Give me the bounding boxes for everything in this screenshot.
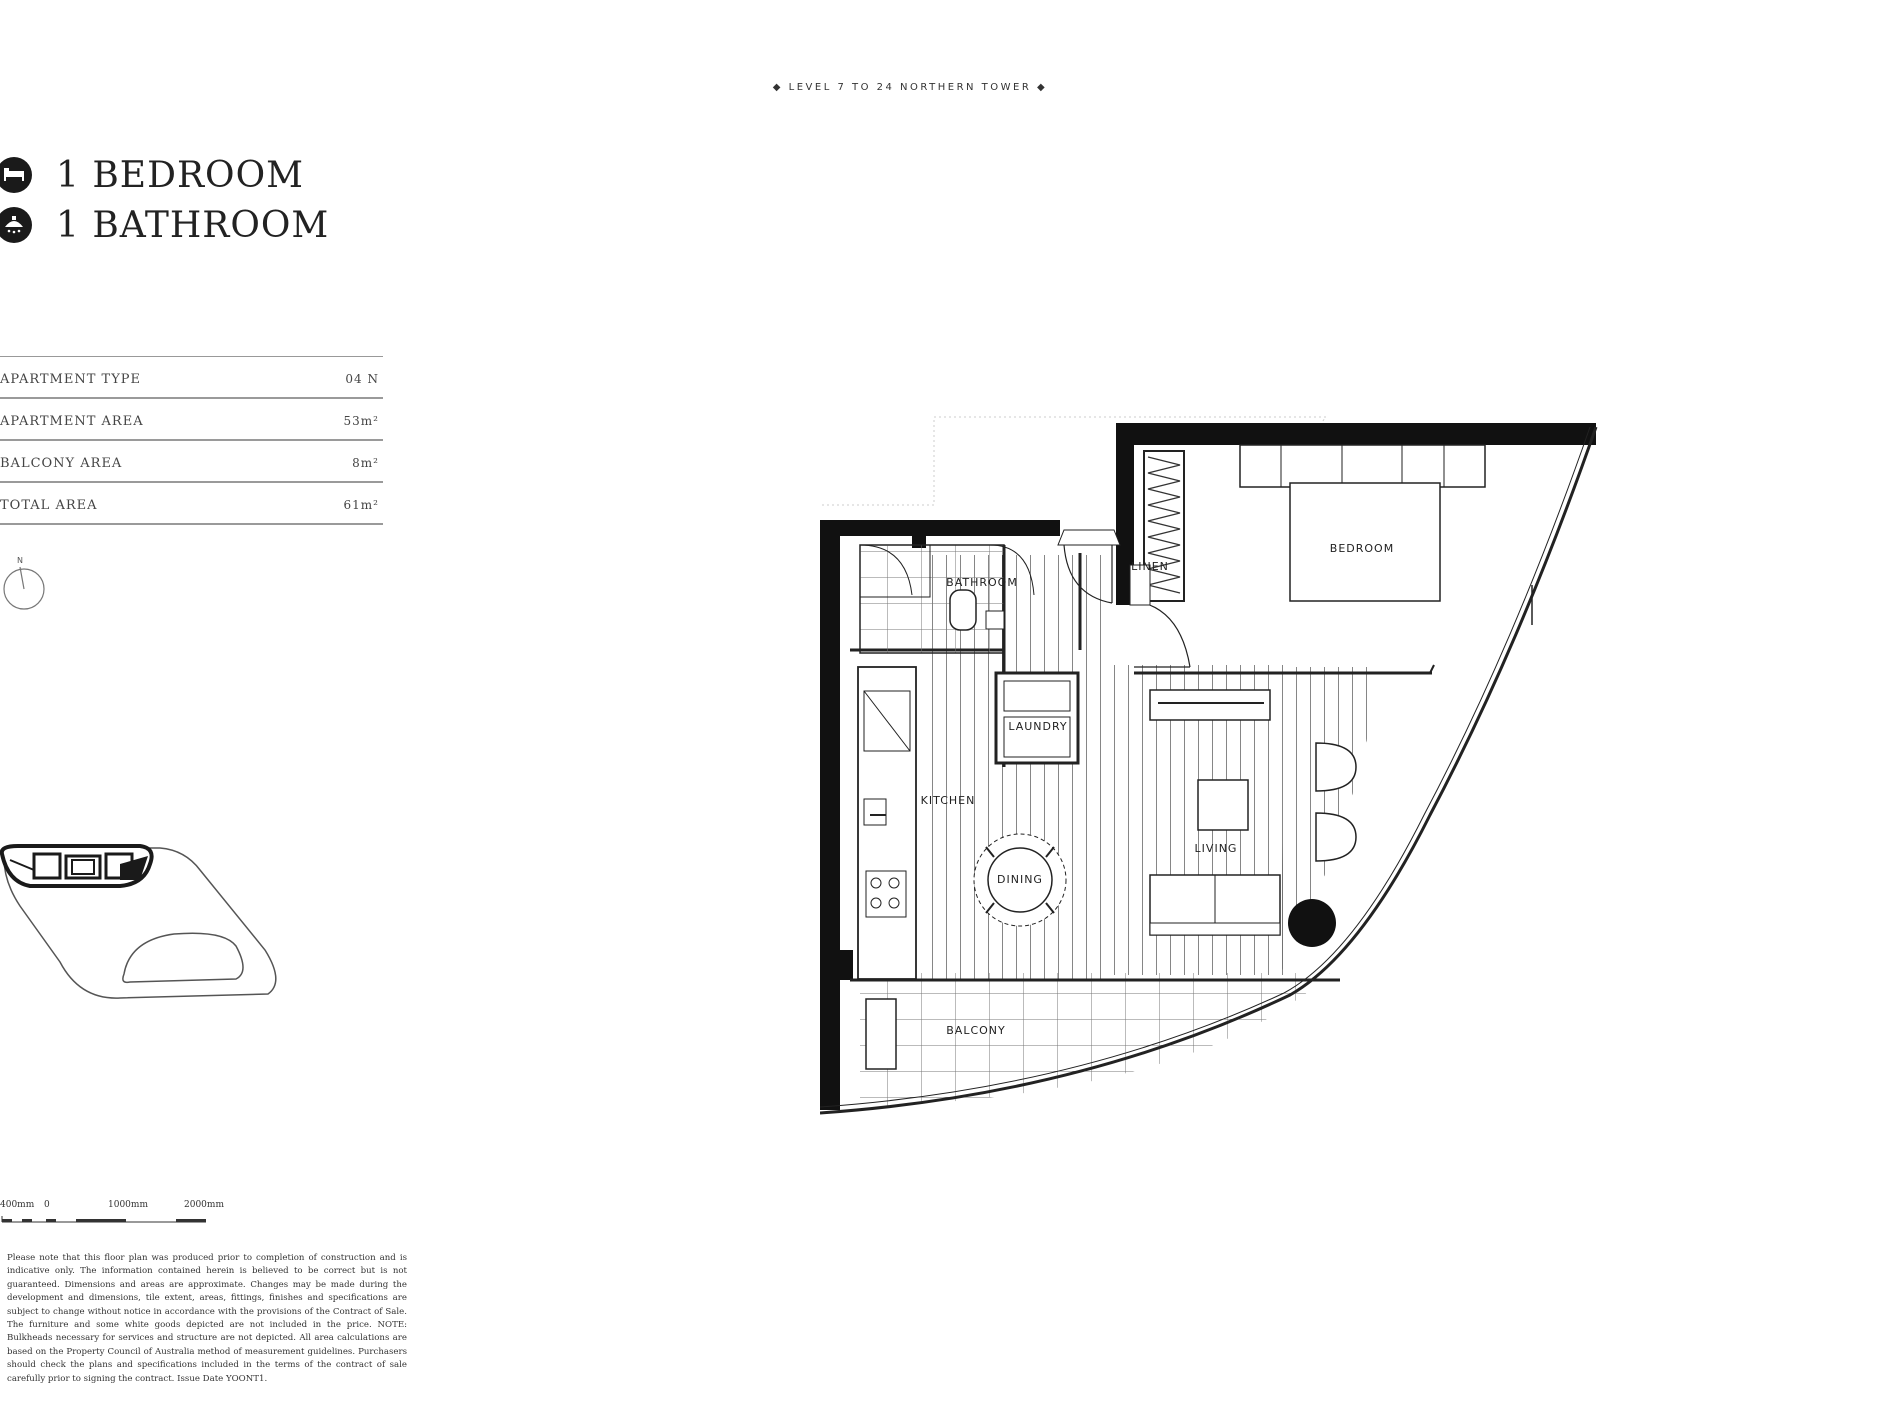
room-label-kitchen: KITCHEN [920, 794, 976, 807]
bathroom-count-label: 1 BATHROOM [56, 204, 330, 246]
spec-label: APARTMENT AREA [0, 413, 144, 429]
spec-row-apartment-type [0, 361, 383, 399]
scale-bar [0, 1198, 240, 1234]
room-label-bedroom: BEDROOM [1329, 542, 1395, 555]
right-diamond-icon: ◆ [1037, 82, 1048, 93]
level-title-text: LEVEL 7 TO 24 NORTHERN TOWER [788, 82, 1032, 93]
bathroom-count-row [0, 200, 329, 250]
bedroom-count-row [0, 150, 329, 200]
spec-value: 04 N [345, 372, 379, 386]
spec-label: APARTMENT TYPE [0, 371, 142, 387]
spec-label: TOTAL AREA [0, 497, 98, 513]
scale-label: 400mm [0, 1200, 35, 1210]
bed [1240, 445, 1485, 601]
spec-label: BALCONY AREA [0, 455, 123, 471]
kitchen-bench [858, 667, 916, 979]
scale-label: 2000mm [184, 1200, 224, 1210]
room-label-linen: LINEN [1131, 560, 1169, 573]
spec-value: 61m² [343, 498, 379, 512]
bed-icon [0, 157, 32, 193]
spec-row-balcony-area [0, 445, 383, 483]
spec-row-apartment-area [0, 403, 383, 441]
room-label-bathroom: BATHROOM [946, 576, 1018, 589]
bedroom-count-label: 1 BEDROOM [56, 154, 304, 196]
north-compass-icon [2, 553, 52, 613]
level-title [770, 82, 1050, 93]
spec-value: 8m² [352, 456, 379, 470]
room-label-living: LIVING [1194, 842, 1238, 855]
spec-value: 53m² [343, 414, 379, 428]
room-summary [0, 150, 329, 250]
scale-label: 1000mm [108, 1200, 148, 1210]
scale-bar-graphic [0, 1198, 240, 1234]
room-label-laundry: LAUNDRY [1008, 720, 1068, 733]
spec-row-total-area [0, 487, 383, 525]
floor-plan [820, 395, 1640, 1115]
disclaimer-text: Please note that this floor plan was produced prior to completion of construction and is indicative only. The information contained herein is believed to be correct but is not guaranteed. Dimensions and areas are approximate. Changes may be made during the development and dimensions, tile extent, areas, fittings, finishes and specifications are subject to change without notice in accordance with the provisions of the Contract of Sale. The furniture and some white goods depicted are not included in the price. NOTE: Bulkheads necessary for services and structure are not depicted. All area calculations are based on the Property Council of Australia method of measurement guidelines. Purchasers should check the plans and specifications included in the terms of the contract of sale carefully prior to signing the contract. Issue Date YOONT1. [7, 1253, 407, 1384]
scale-label: 0 [44, 1200, 50, 1210]
room-label-dining: DINING [997, 873, 1043, 886]
room-label-balcony: BALCONY [946, 1024, 1006, 1037]
left-diamond-icon: ◆ [772, 82, 783, 93]
key-plan-diagram [0, 842, 285, 1004]
spec-table [0, 356, 383, 525]
shower-icon [0, 207, 32, 243]
highlighted-tower [2, 846, 152, 886]
compass-label: N [17, 556, 23, 565]
